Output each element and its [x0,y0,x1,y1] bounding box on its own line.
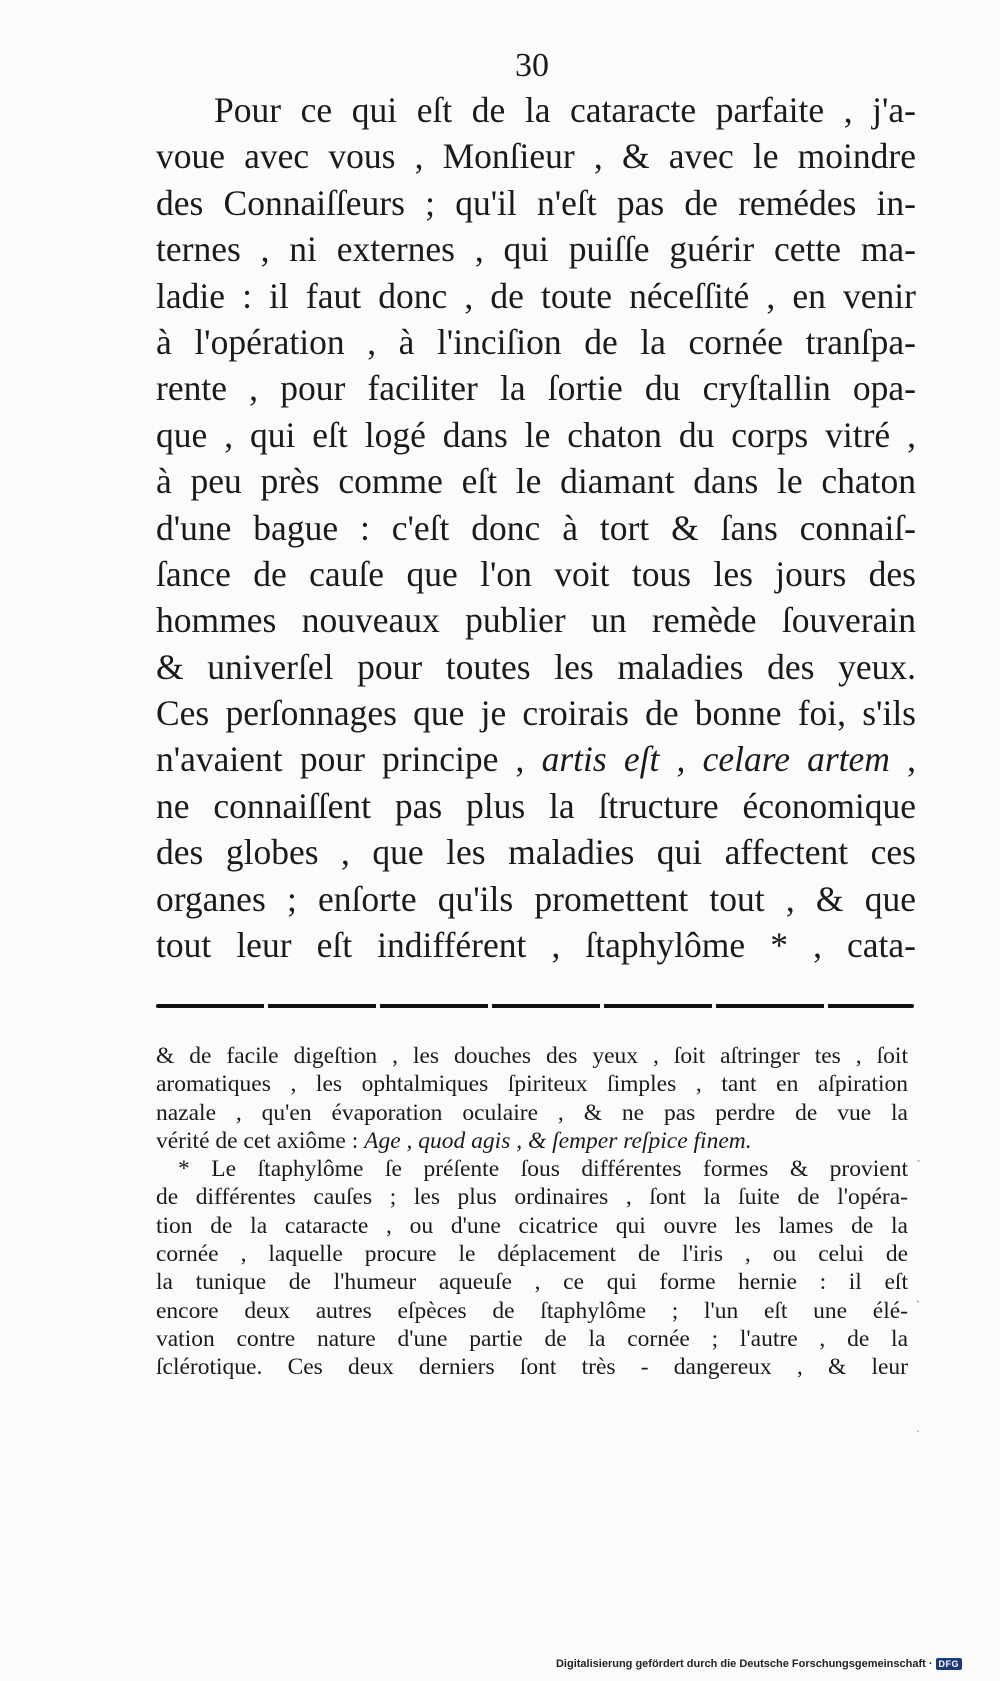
footnote-divider [156,1004,914,1008]
text-line: Ces perſonnages que je croirais de bonne foi, s'ils [156,693,916,734]
text-line: hommes nouveaux publier un remède ſouverain [156,600,916,641]
latin-maxim: Age , quod agis , & ſemper reſpice finem. [364,1127,752,1154]
text-line: à l'opération , à l'inciſion de la cornée tranſpa- [156,321,916,362]
text-fragment: n'avaient pour principe , [156,739,525,780]
footnote-line: * Le ſtaphylôme ſe préſente ſous différentes formes & provient [178,1156,908,1183]
page-number: 30 [515,47,549,84]
text-line: ladie : il faut donc , de toute néceſſité , en venir [156,275,916,316]
footnote-line: la tunique de l'humeur aqueuſe , ce qui forme hernie : il eſt [156,1269,908,1296]
footnote-line: encore deux autres eſpèces de ſtaphylôme ; l'un eſt une élé- [156,1297,908,1324]
footnote-line: nazale , qu'en évaporation oculaire , & ne pas perdre de vue la [156,1099,908,1126]
text-line: des globes , que les maladies qui affectent ces [156,832,916,873]
text-line: des Connaiſſeurs ; qu'il n'eſt pas de remédes in- [156,182,916,223]
text-line: ternes , ni externes , qui puiſſe guérir cette ma- [156,229,916,270]
text-line: organes ; enſorte qu'ils promettent tout , & que [156,878,916,919]
footnote-line: aromatiques , les ophtalmiques ſpiriteux ſimples , tant en aſpiration [156,1071,908,1098]
footnote-line-with-latin [156,1127,908,1155]
text-line: que , qui eſt logé dans le chaton du corps vitré , [156,414,916,455]
footnote-line: cornée , laquelle procure le déplacement de l'iris , ou celui de [156,1241,908,1268]
digitization-credit [556,1658,962,1670]
latin-phrase: artis eſt , celare artem [541,739,890,780]
text-line: ne connaiſſent pas plus la ſtructure économique [156,785,916,826]
paper-speck [917,1430,919,1432]
paper-speck [917,1300,919,1303]
text-line: voue avec vous , Monſieur , & avec le moindre [156,136,916,177]
text-fragment: , [889,739,916,780]
text-line: ſance de cauſe que l'on voit tous les jours des [156,553,916,594]
footnote-line: tion de la cataracte , ou d'une cicatrice qui ouvre les lames de la [156,1212,908,1239]
text-line: tout leur eſt indifférent , ſtaphylôme * , cata- [156,925,916,966]
credit-text: Digitalisierung gefördert durch die Deutsche Forschungsgemeinschaft · [555,1658,933,1670]
text-line: & univerſel pour toutes les maladies des yeux. [156,646,916,687]
dfg-logo: DFG [936,1658,963,1670]
footnote-line: ſclérotique. Ces deux derniers ſont très - dangereux , & leur [156,1354,908,1381]
text-line: rente , pour faciliter la ſortie du cryſtallin opa- [156,368,916,409]
footnote-line: & de facile digeſtion , les douches des yeux , ſoit aſtringer tes , ſoit [156,1043,908,1069]
paper-speck [917,1160,920,1162]
footnotes-block [156,1042,908,1382]
text-fragment: vérité de cet axiôme : [156,1127,359,1154]
text-line: à peu près comme eſt le diamant dans le chaton [156,461,916,502]
footnote-line: vation contre nature d'une partie de la cornée ; l'autre , de la [156,1325,908,1352]
footnote-line: de différentes cauſes ; les plus ordinaires , ſont la ſuite de l'opéra- [156,1184,908,1211]
text-line: d'une bague : c'eſt donc à tort & ſans connaiſ- [156,507,916,548]
text-line-with-latin [156,736,916,782]
text-line: Pour ce qui eſt de la cataracte parfaite , j'a- [214,90,916,130]
main-text-block [156,87,916,968]
